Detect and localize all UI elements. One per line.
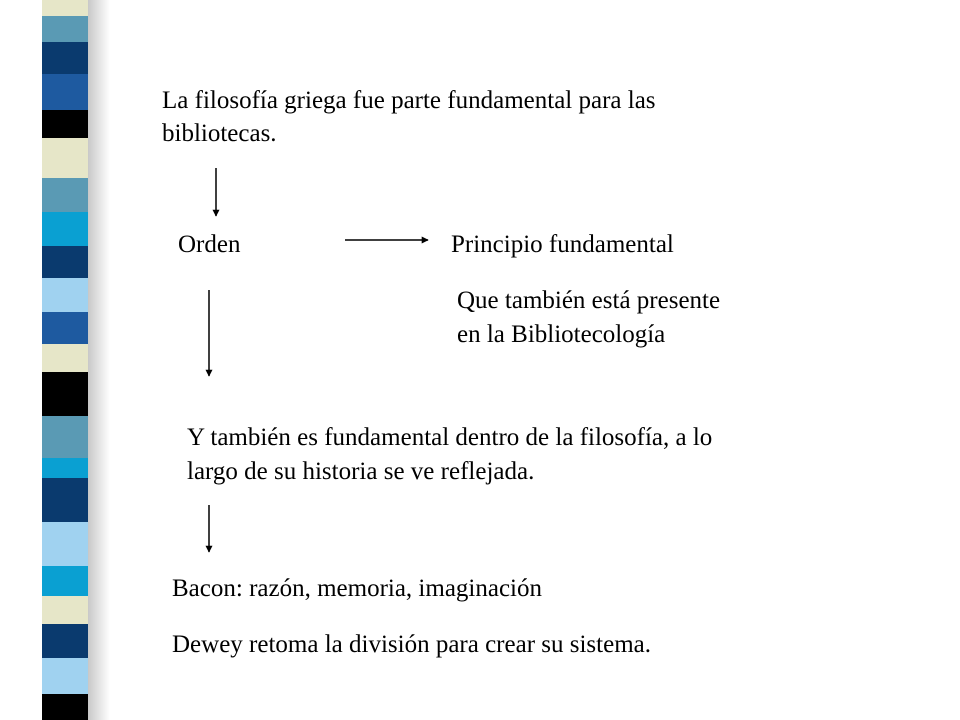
- stripe-block: [42, 0, 88, 16]
- stripe-block: [42, 522, 88, 566]
- stripe-left-margin: [0, 0, 42, 720]
- stripe-blocks: [0, 0, 88, 720]
- orden-label: Orden: [178, 231, 241, 258]
- stripe-block: [42, 42, 88, 74]
- stripe-block: [42, 694, 88, 720]
- stripe-block: [42, 624, 88, 658]
- note-line-1: Que también está presente: [457, 287, 721, 314]
- stripe-block: [42, 372, 88, 416]
- stripe-block: [42, 458, 88, 478]
- bacon-text: Bacon: razón, memoria, imaginación: [172, 575, 543, 602]
- intro-line-1: La filosofía griega fue parte fundamental para las: [162, 87, 656, 114]
- intro-line-2: bibliotecas.: [162, 120, 277, 147]
- stripe-block: [42, 246, 88, 278]
- stripe-block: [42, 110, 88, 138]
- stripe-block: [42, 178, 88, 212]
- filosofia-line-1: Y también es fundamental dentro de la filosofía, a lo: [187, 424, 713, 451]
- stripe-block: [42, 278, 88, 312]
- stripe-shadow: [88, 0, 110, 720]
- stripe-block: [42, 344, 88, 372]
- stripe-block: [42, 16, 88, 42]
- stripe-block: [42, 596, 88, 624]
- stripe-block: [42, 74, 88, 110]
- note-line-2: en la Bibliotecología: [457, 321, 666, 348]
- dewey-text: Dewey retoma la división para crear su sistema.: [172, 631, 651, 658]
- filosofia-line-2: largo de su historia se ve reflejada.: [187, 458, 535, 485]
- stripe-block: [42, 478, 88, 522]
- stripe-block: [42, 312, 88, 344]
- decorative-stripe-bar: [0, 0, 110, 720]
- stripe-block: [42, 566, 88, 596]
- stripe-block: [42, 212, 88, 246]
- stripe-block: [42, 658, 88, 694]
- stripe-block: [42, 138, 88, 178]
- principio-label: Principio fundamental: [451, 231, 674, 258]
- stripe-block: [42, 416, 88, 458]
